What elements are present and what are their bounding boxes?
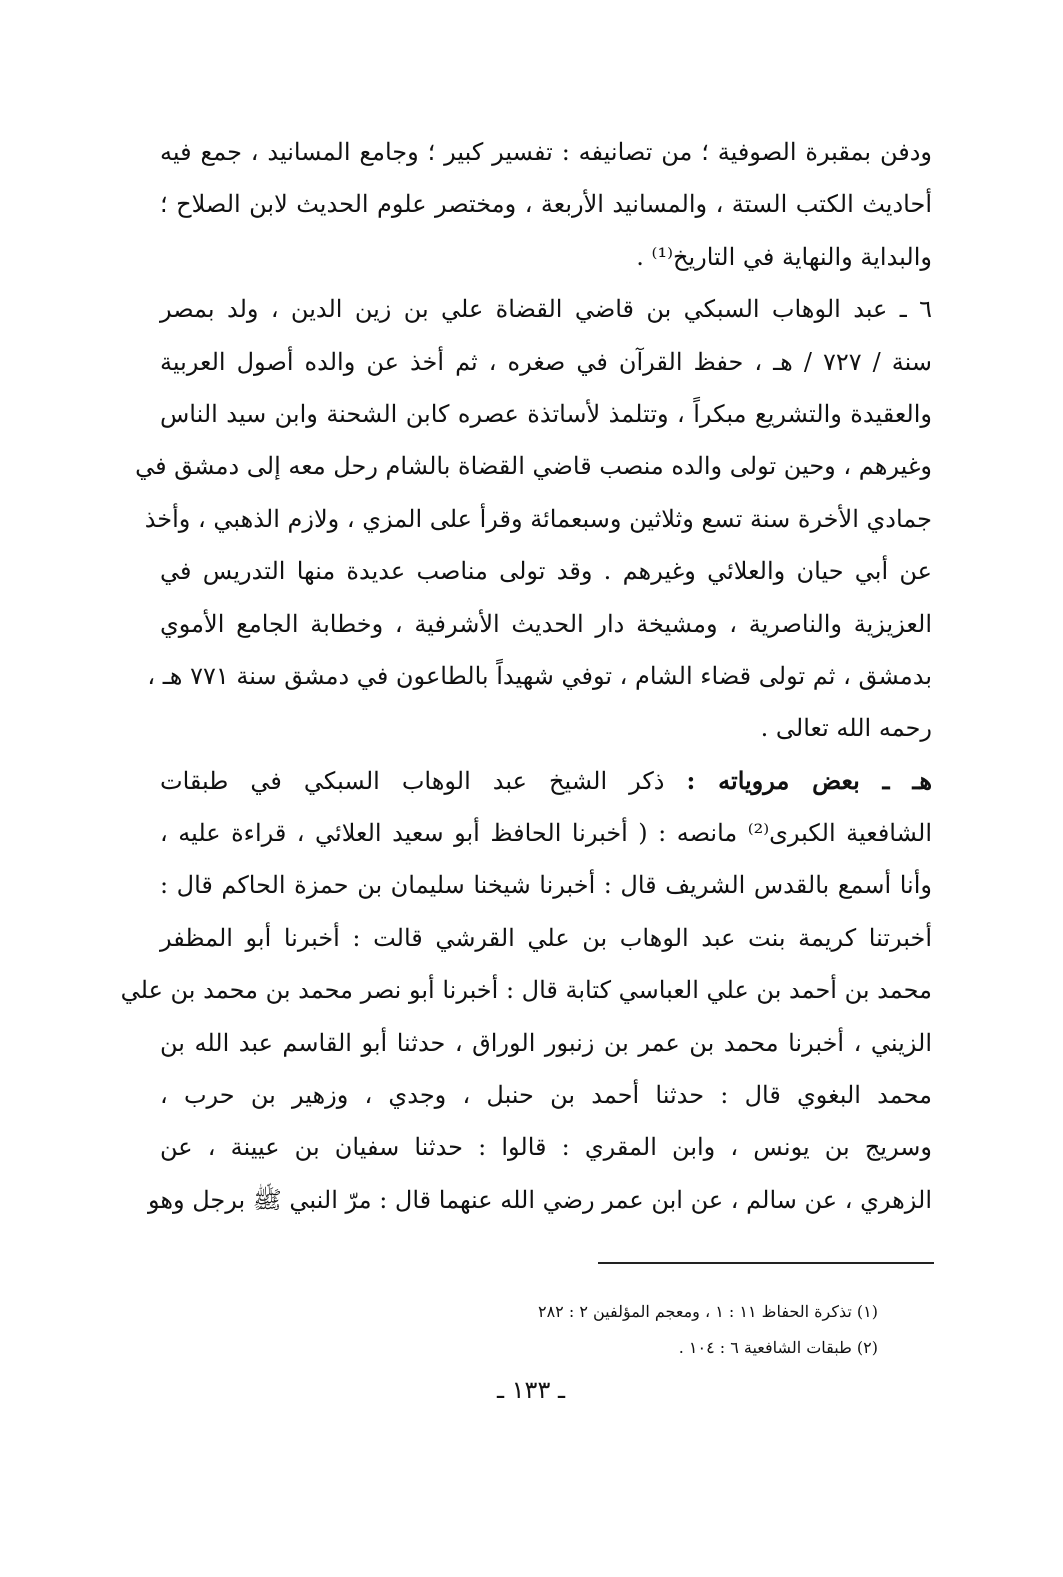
section-heading-line [160,755,932,807]
text-line: العزيزية والناصرية ، ومشيخة دار الحديث الأشرفية ، وخطابة الجامع الأموي [160,609,932,638]
text-line: سنة / ٧٢٧ / هـ ، حفظ القرآن في صغره ، ثم أخذ عن والده أصول العربية [160,347,932,376]
text-line: الشافعية الكبرى⁽²⁾ مانصه : ( أخبرنا الحافظ أبو سعيد العلائي ، قراءة عليه ، [160,819,932,848]
text-line: وغيرهم ، وحين تولى والده منصب قاضي القضاة بالشام رحل معه إلى دمشق في [135,452,932,481]
main-text-block [120,126,933,1226]
text-line: أحاديث الكتب الستة ، والمسانيد الأربعة ، ومختصر علوم الحديث لابن الصلاح ؛ [160,190,932,219]
text-line: والبداية والنهاية في التاريخ⁽¹⁾ . [636,242,932,271]
footnote-divider [598,1262,934,1264]
footnote-1: (١) تذكرة الحفاظ ١١ : ١ ، ومعجم المؤلفين ٢ : ٢٨٢ [537,1302,878,1321]
text-line: وأنا أسمع بالقدس الشريف قال : أخبرنا شيخنا سليمان بن حمزة الحاكم قال : [160,871,932,900]
text-line: جمادي الأخرة سنة تسع وثلاثين وسبعمائة وقرأ على المزي ، ولازم الذهبي ، وأخذ [144,504,932,533]
text-line: محمد بن أحمد بن علي العباسي كتابة قال : أخبرنا أبو نصر محمد بن محمد بن علي [120,976,932,1005]
text-line: عن أبي حيان والعلائي وغيرهم . وقد تولى مناصب عديدة منها التدريس في [160,557,932,586]
text-line: ودفن بمقبرة الصوفية ؛ من تصانيفه : تفسير كبير ؛ وجامع المسانيد ، جمع فيه [160,138,932,166]
text-line: والعقيدة والتشريع مبكراً ، وتتلمذ لأساتذة عصره كابن الشحنة وابن سيد الناس [160,399,932,428]
text-line: ٦ ـ عبد الوهاب السبكي بن قاضي القضاة علي بن زين الدين ، ولد بمصر [160,295,932,324]
text-line: بدمشق ، ثم تولى قضاء الشام ، توفي شهيداً بالطاعون في دمشق سنة ٧٧١ هـ ، [147,661,932,690]
section-heading-continuation: ذكر الشيخ عبد الوهاب السبكي في طبقات [160,766,687,795]
text-line: وسريج بن يونس ، وابن المقري : قالوا : حدثنا سفيان بن عيينة ، عن [160,1133,932,1162]
text-line: محمد البغوي قال : حدثنا أحمد بن حنبل ، وجدي ، وزهير بن حرب ، [160,1081,932,1110]
text-line: الزيني ، أخبرنا محمد بن عمر بن زنبور الوراق ، حدثنا أبو القاسم عبد الله بن [160,1028,932,1057]
footnote-2: (٢) طبقات الشافعية ٦ : ١٠٤ . [678,1338,878,1357]
section-heading: هـ ـ بعض مروياته : [686,765,933,795]
text-line: الزهري ، عن سالم ، عن ابن عمر رضي الله عنهما قال : مرّ النبي ﷺ برجل وهو [147,1185,932,1214]
text-line: أخبرتنا كريمة بنت عبد الوهاب بن علي القرشي قالت : أخبرنا أبو المظفر [160,923,932,952]
footnotes [420,1294,878,1366]
page-number: ـ ١٣٣ ـ [496,1376,565,1404]
text-line: رحمه الله تعالى . [760,714,932,743]
